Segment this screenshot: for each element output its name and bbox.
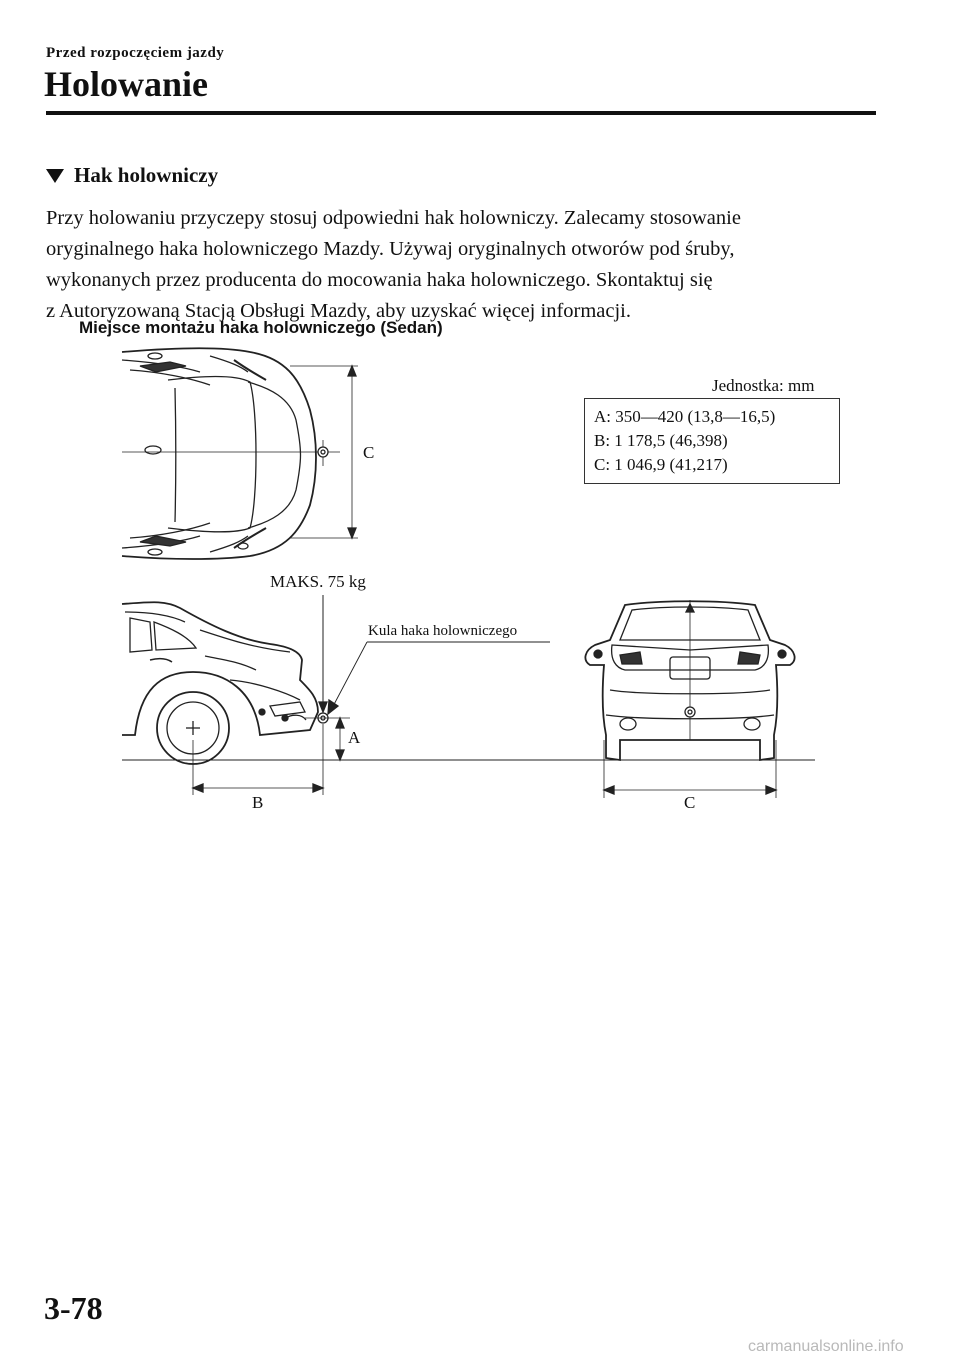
- section-kicker: Przed rozpoczęciem jazdy: [46, 45, 225, 61]
- legend-row: C: 1 046,9 (41,217): [594, 455, 728, 474]
- section-heading-text: Hak holowniczy: [74, 163, 219, 187]
- unit-label: Jednostka: mm: [712, 376, 815, 395]
- page-number: 3-78: [44, 1290, 103, 1326]
- dimension-b-label: B: [252, 793, 264, 812]
- car-rear-view-illustration: [585, 600, 794, 798]
- chapter-title: Holowanie: [44, 64, 209, 104]
- body-line: oryginalnego haka holowniczego Mazdy. Używaj oryginalnych otworów pod śruby,: [46, 238, 735, 260]
- body-line: z Autoryzowaną Stacją Obsługi Mazdy, aby uzyskać więcej informacji.: [46, 300, 632, 322]
- figure-caption: Miejsce montażu haka holowniczego (Sedan): [79, 318, 443, 337]
- dimension-a-label: A: [348, 728, 361, 747]
- body-line: Przy holowaniu przyczepy stosuj odpowiedni hak holowniczy. Zalecamy stosowanie: [46, 207, 741, 229]
- max-load-label: MAKS. 75 kg: [270, 572, 366, 591]
- legend-row: B: 1 178,5 (46,398): [594, 431, 728, 450]
- legend-row: A: 350—420 (13,8—16,5): [594, 407, 776, 426]
- hitch-ball-label: Kula haka holowniczego: [368, 623, 518, 639]
- dimension-c-rear-label: C: [684, 793, 696, 812]
- dimension-c-top-label: C: [363, 443, 375, 462]
- dimension-legend: [584, 398, 840, 484]
- car-top-view-illustration: [122, 348, 358, 559]
- watermark: carmanualsonline.info: [748, 1338, 904, 1355]
- body-line: wykonanych przez producenta do mocowania haka holowniczego. Skontaktuj się: [46, 269, 713, 291]
